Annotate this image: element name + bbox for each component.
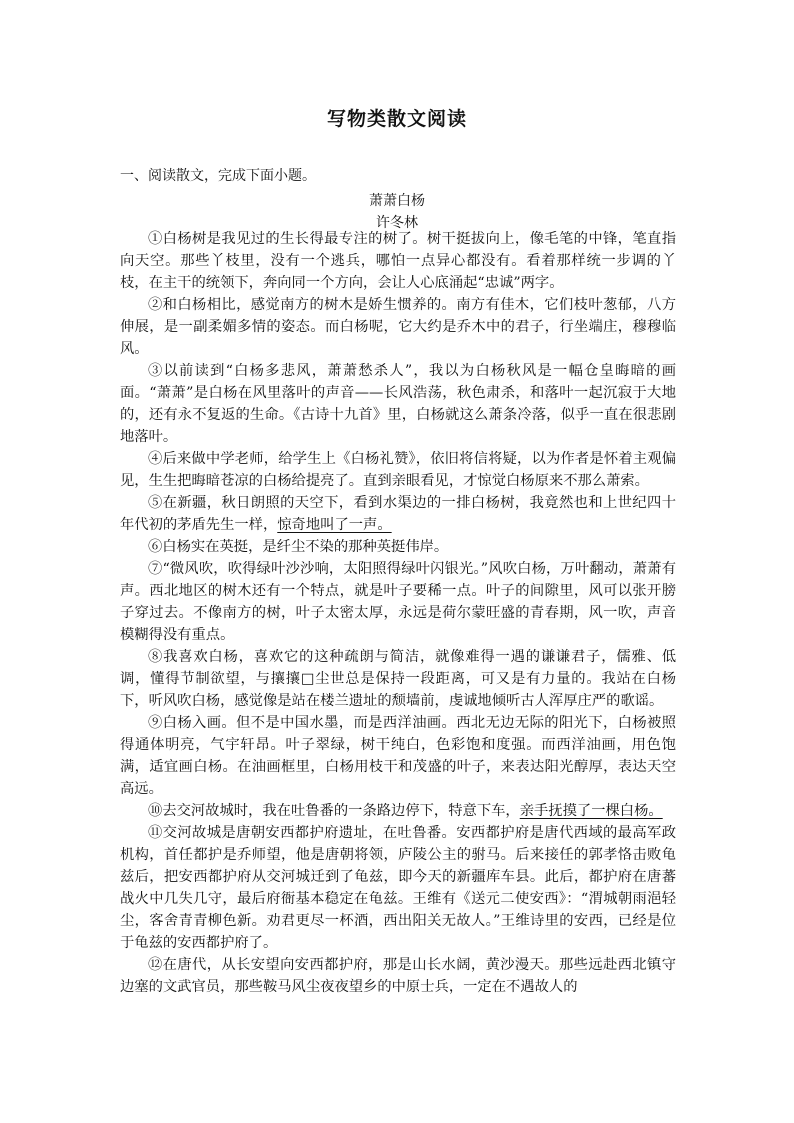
- paragraph-5: ⑤在新疆，秋日朗照的天空下，看到水渠边的一排白杨树，我竟然也和上世纪四十年代初的茅盾先生一样，惊奇地叫了一声。: [120, 495, 676, 533]
- essay-body: [120, 228, 676, 998]
- paragraph-9: ⑨白杨入画。但不是中国水墨，而是西洋油画。西北无边无际的阳光下，白杨被照得通体明亮，气宇轩昂。叶子翠绿，树干纯白，色彩饱和度强。而西洋油画，用色饱满，适宜画白杨。在油画框里，白杨用枝干和茂盛的叶子，来表达阳光醇厚，表达天空高远。: [120, 715, 676, 797]
- paragraph-2: ②和白杨相比，感觉南方的树木是娇生惯养的。南方有佳木，它们枝叶葱郁，八方伸展，是一副柔媚多情的姿态。而白杨呢，它大约是乔木中的君子，行坐端庄，穆穆临风。: [120, 297, 676, 357]
- question-instruction: 一、阅读散文，完成下面小题。: [120, 168, 316, 184]
- underlined-sentence: 亲手抚摸了一棵白杨。: [519, 803, 663, 819]
- paragraph-8: ⑧我喜欢白杨，喜欢它的这种疏朗与简洁，就像难得一遇的谦谦君子，儒雅、低调，懂得节制欲望，与攘攘□尘世总是保持一段距离，可又是有力量的。我站在白杨下，听风吹白杨，感觉像是站在楼兰遗址的颓墙前，虔诚地倾听古人浑厚庄严的歌谣。: [120, 649, 676, 709]
- paragraph-11: ⑪交河故城是唐朝安西都护府遗址，在吐鲁番。安西都护府是唐代西域的最高军政机构，首任都护是乔师望，他是唐朝将领，庐陵公主的驸马。后来接任的郭孝恪击败龟兹后，把安西都护府从交河城迁到了龟兹，即今天的新疆库车县。此后，都护府在唐蕃战火中几失几守，最后府衙基本稳定在龟兹。王维有《送元二使安西》：“渭城朝雨浥轻尘，客舍青青柳色新。劝君更尽一杯酒，西出阳关无故人。”王维诗里的安西，已经是位于龟兹的安西都护府了。: [120, 825, 676, 951]
- paragraph-3: ③以前读到“白杨多悲风，萧萧愁杀人”，我以为白杨秋风是一幅仓皇晦暗的画面。“萧萧”是白杨在风里落叶的声音——长风浩荡，秋色肃杀，和落叶一起沉寂于大地的，还有永不复返的生命。《古诗十九首》里，白杨就这么萧条冷落，似乎一直在很悲剧地落叶。: [120, 363, 676, 445]
- document-title: 写物类散文阅读: [326, 108, 467, 130]
- paragraph-7: ⑦“微风吹，吹得绿叶沙沙响，太阳照得绿叶闪银光。”风吹白杨，万叶翻动，萧萧有声。西北地区的树木还有一个特点，就是叶子要稀一点。叶子的间隙里，风可以张开膀子穿过去。不像南方的树，叶子太密太厚，永远是荷尔蒙旺盛的青春期，风一吹，声音模糊得没有重点。: [120, 561, 676, 643]
- essay-author: 许冬林: [376, 215, 418, 231]
- essay-title: 萧萧白杨: [369, 193, 425, 209]
- paragraph-12: ⑫在唐代，从长安望向安西都护府，那是山长水阔，黄沙漫天。那些远赴西北镇守边塞的文武官员，那些鞍马风尘夜夜望乡的中原士兵，一定在不遇故人的: [120, 957, 676, 995]
- paragraph-1: ①白杨树是我见过的生长得最专注的树了。树干挺拔向上，像毛笔的中锋，笔直指向天空。那些丫枝里，没有一个逃兵，哪怕一点异心都没有。看着那样统一步调的丫枝，在主干的统领下，奔向同一个方向，会让人心底涌起“忠诚”两字。: [120, 231, 676, 291]
- underlined-sentence: 惊奇地叫了一声。: [277, 517, 392, 533]
- paragraph-10: ⑩去交河故城时，我在吐鲁番的一条路边停下，特意下车，亲手抚摸了一棵白杨。: [148, 803, 663, 819]
- paragraph-4: ④后来做中学老师，给学生上《白杨礼赞》，依旧将信将疑，以为作者是怀着主观偏见，生生把晦暗苍凉的白杨给提亮了。直到亲眼看见，才惊觉白杨原来不那么萧索。: [120, 451, 676, 489]
- paragraph-6: ⑥白杨实在英挺，是纤尘不染的那种英挺伟岸。: [148, 539, 449, 555]
